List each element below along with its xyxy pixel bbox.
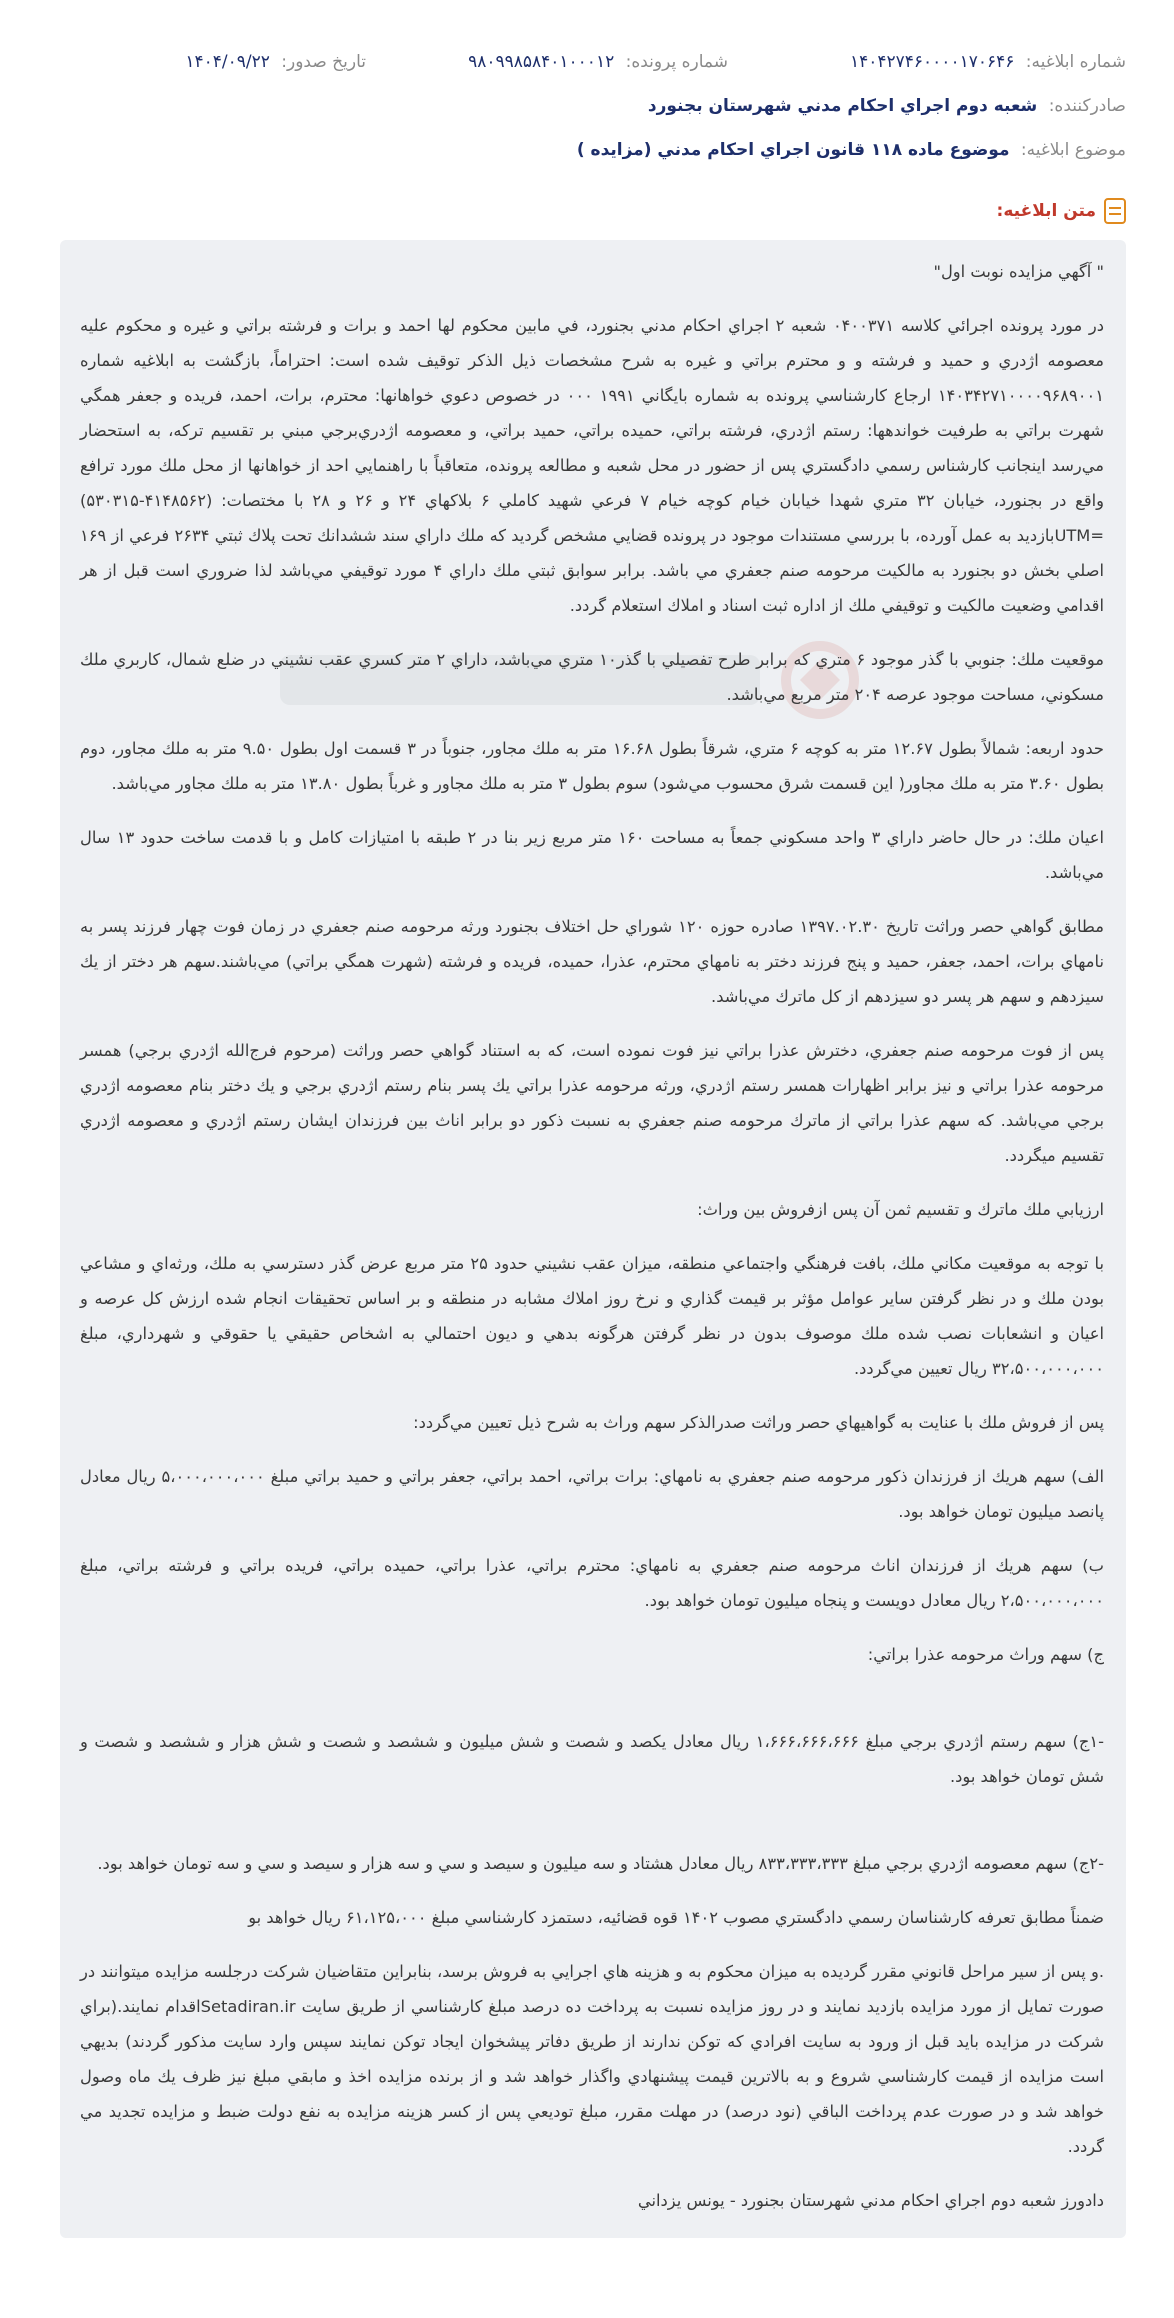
- azra-heirs-heading: ج) سهم وراث مرحومه عذرا براتي:: [867, 1645, 1104, 1664]
- heirs-detail-paragraph: پس از فوت مرحومه صنم جعفري، دخترش عذرا براتي نيز فوت نموده است، كه به استناد گواهي حصر وراثت (مرحوم فرج‌الله اژدري برجي) همسر مرحومه عذرا براتي و نيز برابر اظهارات همسر رستم اژدري، ورثه مرحومه عذرا براتي يك پسر بنام رستم اژدري برجي و يك دختر بنام معصومه اژدري برجي مي‌باشد. كه سهم عذرا براتي از ماترك مرحومه صنم جعفري به نسبت ذكور دو برابر اناث بين فرزندان ايشان رستم اژدري و معصومه اژدري تقسيم ميگردد.: [80, 1041, 1104, 1165]
- issuer-label: صادركننده:: [1048, 96, 1126, 116]
- notice-text-heading: [997, 198, 1126, 224]
- auction-heading: " آگهي مزايده نوبت اول": [933, 262, 1104, 281]
- issuer-line: [60, 96, 1126, 116]
- auction-procedure-paragraph: .و پس از سير مراحل قانوني مقرر گرديده به ميزان محكوم به و هزينه هاي اجرايي به فروش برسد، بنابراين متقاضيان شركت درجلسه مزايده ميتوانند در صورت تمايل از مورد مزايده بازديد نمايند و در روز مزايده نسبت به پرداخت ده درصد مبلغ كارشناسي از طريق سايت Setadiran.irاقدام نمايند.(براي شركت در مزايده بايد قبل از ورود به سايت افرادي كه توكن ندارند از طريق دفاتر پيشخوان ايجاد توكن نمايند سپس وارد سايت مذكور گردند) بديهي است مزايده از قيمت كارشناسي شروع و به بالاترين قيمت پيشنهادي واگذار خواهد شد و از برنده مزايده اخذ و مابقي مبلغ نيز ظرف يك ماه وصول خواهد شد و در صورت عدم پرداخت الباقي (نود درصد) در مهلت مقرر، مبلغ توديعي پس از كسر هزينه مزايده به نفع دولت ضبط و مزايده تجديد مي گردد.: [80, 1962, 1104, 2156]
- notice-meta-row: [60, 52, 1126, 88]
- male-heirs-share-paragraph: الف) سهم هريك از فرزندان ذكور مرحومه صنم جعفري به نامهاي: برات براتي، احمد براتي، جعفر براتي و حميد براتي مبلغ ۵،۰۰۰،۰۰۰،۰۰۰ ريال معادل پانصد ميليون تومان خواهد بود.: [80, 1467, 1104, 1521]
- notice-body-panel: [60, 240, 1126, 2238]
- issuer-value: شعبه دوم اجراي احكام مدني شهرستان بجنورد: [647, 96, 1038, 116]
- case-description-paragraph: در مورد پرونده اجرائي كلاسه ۰۴۰۰۳۷۱ شعبه ۲ اجراي احكام مدني بجنورد، في مابين محكوم لها احمد و برات و فرشته براتي و غيره و محكوم عليه معصومه اژدري و حميد و فرشته و و محترم براتي و غيره به شرح مشخصات ذيل الذكر توقيف شده است: احتراماً، بازگشت به ابلاغيه شماره ۱۴۰۳۴۲۷۱۰۰۰۰۹۶۸۹۰۰۱ ارجاع كارشناسي پرونده به شماره بايگاني ۱۹۹۱ ۰۰۰ در خصوص دعوي خواهانها: محترم، برات، احمد، فريده و جعفر همگي شهرت براتي به طرفيت خواندهها: رستم اژدري، فرشته براتي، حميده براتي، حميد براتي، و معصومه اژدري‌برجي مبني بر تقسيم تركه، به استحضار مي‌رسد اينجانب كارشناس رسمي دادگستري پس از حضور در محل شعبه و مطالعه پرونده، متعاقباً با راهنمايي احد از خواهانها از محل ملك مورد ترافع واقع در بجنورد، خيابان ۳۲ متري شهدا خيابان خيام كوچه خيام ۷ فرعي شهيد كاملي ۶ بلاكهاي ۲۴ و ۲۶ و ۲۸ با مختصات: (۴۱۴۸۵۶۲-۵۳۰۳۱۵) =UTMبازديد به عمل آورده، با بررسي مستندات موجود در پرونده قضايي مشخص گرديد كه ملك داراي سند ششدانك تحت پلاك ثبتي ۲۶۳۴ فرعي از ۱۶۹ اصلي بخش دو بجنورد به مالكيت مرحومه صنم جعفري مي باشد. برابر سوابق ثبتي ملك داراي ۴ مورد توقيفي مي‌باشد لذا ضروري است قبل از هر اقدامي وضعيت مالكيت و توقيفي ملك از اداره ثبت اسناد و املاك استعلام گردد.: [80, 316, 1105, 615]
- notice-number-label: شماره ابلاغيه:: [1025, 52, 1126, 72]
- subject-line: [60, 140, 1126, 160]
- case-number-value: ۹۸۰۹۹۸۵۸۴۰۱۰۰۰۱۲: [468, 52, 615, 72]
- subject-value: موضوع ماده ۱۱۸ قانون اجراي احكام مدني (مزايده ): [576, 140, 1010, 160]
- case-number-label: شماره پرونده:: [625, 52, 728, 72]
- property-boundaries-paragraph: حدود اربعه: شمالاً بطول ۱۲.۶۷ متر به كوچه ۶ متري، شرقاً بطول ۱۶.۶۸ متر به ملك مجاور، جنوباً در ۳ قسمت اول بطول ۹.۵۰ متر به ملك مجاور، دوم بطول ۳.۶۰ متر به ملك مجاور( اين قسمت شرق محسوب مي‌شود) سوم بطول ۳ متر به ملك مجاور و غرباً بطول ۱۳.۸۰ متر به ملك مجاور مي‌باشد.: [80, 739, 1104, 793]
- issue-date: [185, 52, 366, 72]
- case-number: [468, 52, 728, 72]
- notice-number-value: ۱۴۰۴۲۷۴۶۰۰۰۰۱۷۰۶۴۶: [850, 52, 1015, 72]
- notice-text-title: متن ابلاغيه:: [996, 201, 1096, 221]
- subject-label: موضوع ابلاغيه:: [1020, 140, 1126, 160]
- female-heirs-share-paragraph: ب) سهم هريك از فرزندان اناث مرحومه صنم جعفري به نامهاي: محترم براتي، عذرا براتي، حميده براتي، فريده براتي و فرشته براتي، مبلغ ۲،۵۰۰،۰۰۰،۰۰۰ ريال معادل دويست و پنجاه ميليون تومان خواهد بود.: [80, 1556, 1104, 1610]
- property-location-paragraph: موقعيت ملك: جنوبي با گذر موجود ۶ متري كه برابر طرح تفصيلي با گذر۱۰ متري مي‌باشد، داراي ۲ متر كسري عقب نشيني در ضلع شمال، كاربري ملك مسكوني، مساحت موجود عرصه ۲۰۴ متر مربع مي‌باشد.: [80, 650, 1104, 704]
- building-details-paragraph: اعيان ملك: در حال حاضر داراي ۳ واحد مسكوني جمعاً به مساحت ۱۶۰ متر مربع زير بنا در ۲ طبقه با امتيازات كامل و با قدمت ساخت حدود ۱۳ سال مي‌باشد.: [80, 828, 1105, 882]
- rostam-share-paragraph: -۱ج) سهم رستم اژدري برجي مبلغ ۱،۶۶۶،۶۶۶،۶۶۶ ريال معادل يكصد و شصت و شش ميليون و ششصد و شصت و شش هزار و ششصد و شصت و شش تومان خواهد بود.: [80, 1732, 1104, 1786]
- valuation-heading: ارزيابي ملك ماترك و تقسيم ثمن آن پس ازفروش بين وراث:: [697, 1200, 1104, 1219]
- signature-line: دادورز شعبه دوم اجراي احكام مدني شهرستان بجنورد - يونس يزداني: [637, 2191, 1104, 2210]
- valuation-paragraph: با توجه به موقعيت مكاني ملك، بافت فرهنگي واجتماعي منطقه، ميزان عقب نشيني حدود ۲۵ متر مربع عرض گذر دسترسي به ملك، ورثه‌اي و مشاعي بودن ملك و در نظر گرفتن ساير عوامل مؤثر بر قيمت گذاري و نرخ روز املاك مشابه در منطقه و بر اساس تحقيقات انجام شده ارزش كل عرصه و اعيان و انشعابات نصب شده ملك موصوف بدون در نظر گرفتن هرگونه بدهي و ديون احتمالي به اشخاص حقيقي يا حقوقي و شهرداري، مبلغ ۳۲،۵۰۰،۰۰۰،۰۰۰ ريال تعيين مي‌گردد.: [80, 1254, 1104, 1378]
- notice-number: [850, 52, 1126, 72]
- issue-date-value: ۱۴۰۴/۰۹/۲۲: [185, 52, 270, 72]
- issue-date-label: تاريخ صدور:: [281, 52, 366, 72]
- document-icon: [1104, 198, 1126, 224]
- expert-fee-paragraph: ضمناً مطابق تعرفه كارشناسان رسمي دادگستري مصوب ۱۴۰۲ قوه قضائيه، دستمزد كارشناسي مبلغ ۶۱،۱۲۵،۰۰۰ ريال خواهد بو: [248, 1908, 1104, 1927]
- inheritance-certificate-paragraph: مطابق گواهي حصر وراثت تاريخ ۱۳۹۷.۰۲.۳۰ صادره حوزه ۱۲۰ شوراي حل اختلاف بجنورد ورثه مرحومه صنم جعفري در زمان فوت چهار فرزند پسر به نامهاي برات، احمد، جعفر، حميد و پنج فرزند دختر به نامهاي محترم، عذرا، حميده، فريده و فرشته (شهرت همگي براتي) مي‌باشند.سهم هر دختر از يك سيزدهم و سهم هر پسر دو سيزدهم از كل ماترك مي‌باشد.: [80, 917, 1105, 1006]
- masoumeh-share-paragraph: -۲ج) سهم معصومه اژدري برجي مبلغ ۸۳۳،۳۳۳،۳۳۳ ريال معادل هشتاد و سه ميليون و سيصد و سي و سه هزار و سيصد و سي و سه تومان خواهد بود.: [97, 1854, 1104, 1873]
- shares-intro-paragraph: پس از فروش ملك با عنايت به گواهيهاي حصر وراثت صدرالذكر سهم وراث به شرح ذيل تعيين مي‌گردد:: [413, 1413, 1104, 1432]
